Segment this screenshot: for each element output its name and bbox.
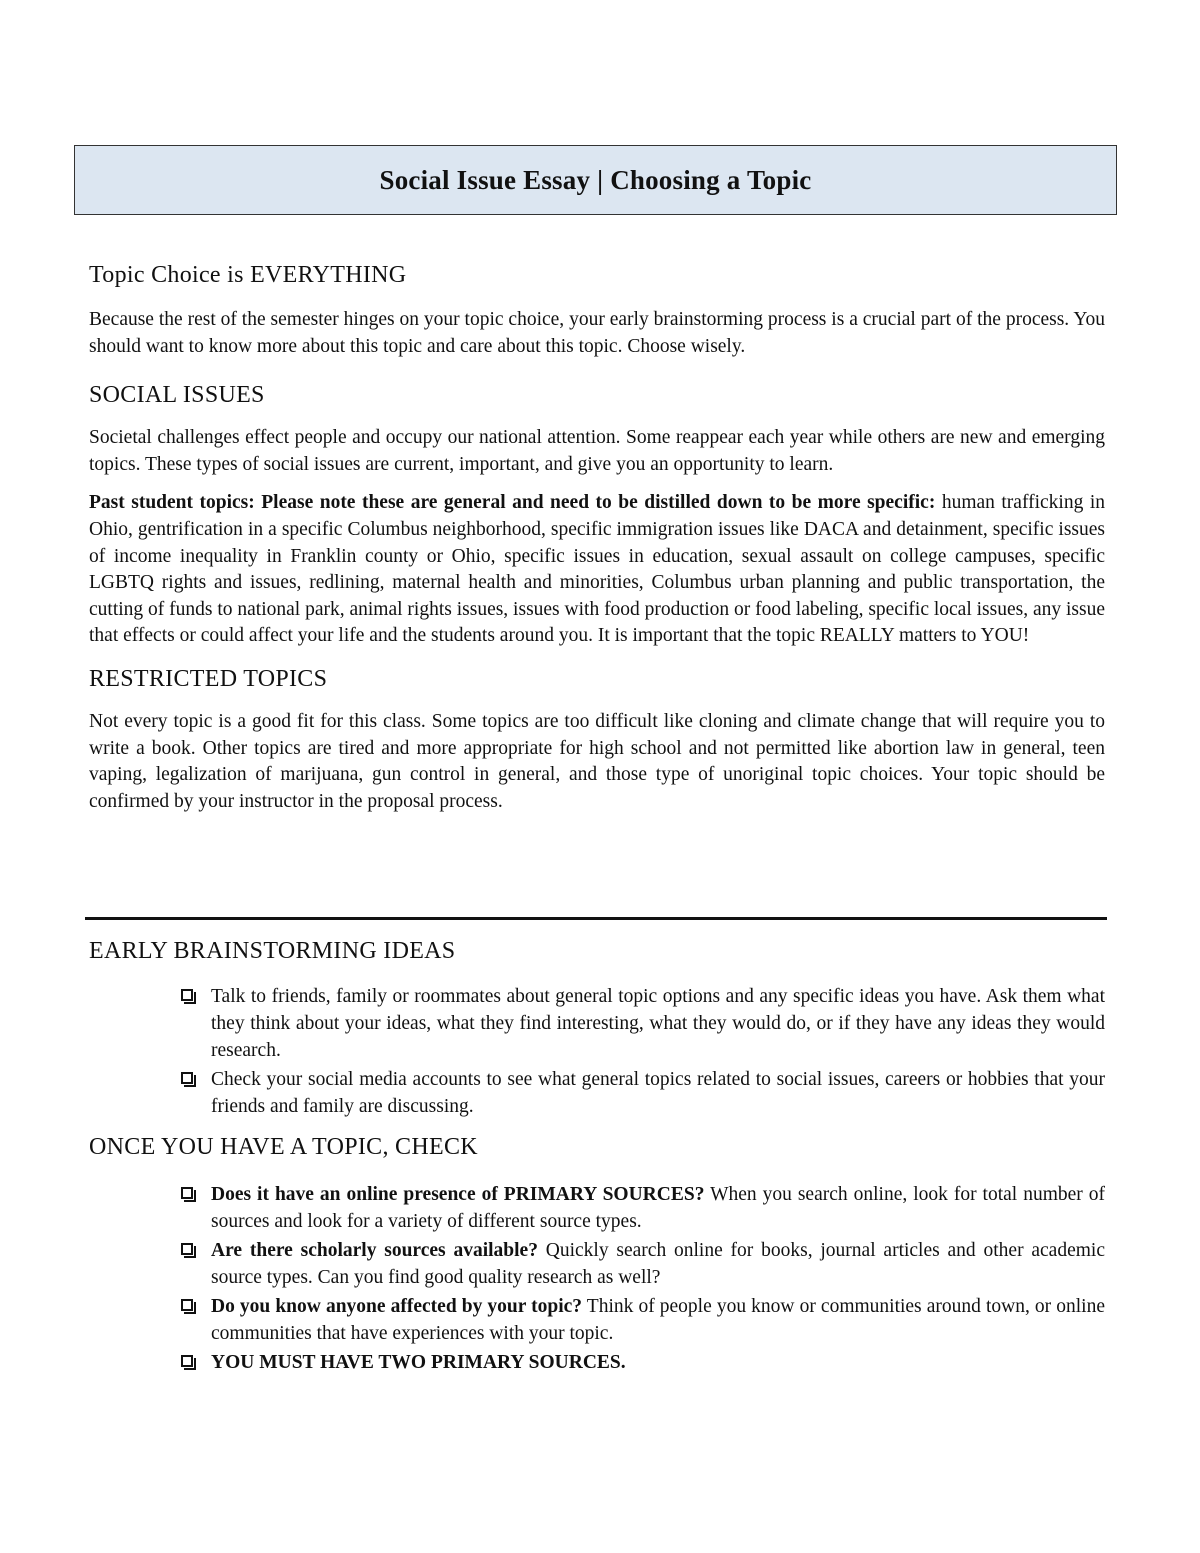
checklist-item-text: When you search online, look for total number of sources and look for a variety of different source types.	[211, 1184, 1105, 1232]
once-topic-heading: ONCE YOU HAVE A TOPIC, CHECK	[89, 1134, 478, 1160]
checklist-item	[181, 1066, 1105, 1120]
past-topics-list: human trafficking in Ohio, gentrification in a specific Columbus neighborhood, specific immigration issues like DACA and detainment, specific issues of income inequality in Franklin county or Ohio, specific issues in education, sexual assault on college campuses, specific LGBTQ rights and issues, redlining, maternal health and minorities, Columbus urban planning and public transportation, the cutting of funds to national park, animal rights issues, issues with food production or food labeling, specific local issues, any issue that effects or could affect your life and the students around you. It is important that the topic REALLY matters to YOU!	[89, 492, 1106, 647]
checkbox-icon	[181, 989, 193, 1001]
once-topic-section	[89, 1134, 1105, 1376]
brainstorming-checklist	[89, 983, 1105, 1120]
main-content	[89, 262, 1105, 815]
past-topics-label: Past student topics: Please note these are general and need to be distilled down to be more specific:	[89, 492, 936, 514]
checklist-item-bold: YOU MUST HAVE TWO PRIMARY SOURCES.	[211, 1352, 626, 1373]
checkbox-icon	[181, 1072, 193, 1084]
checklist-item-text: Talk to friends, family or roommates about general topic options and any specific ideas you have. Ask them what they think about your ideas, what they find interesting, what they would do, or if they have any ideas they would research.	[211, 986, 1105, 1061]
once-topic-checklist	[89, 1181, 1105, 1376]
checklist-item-text: Quickly search online for books, journal articles and other academic source types. Can you find good quality research as well?	[211, 1240, 1105, 1288]
checklist-item-text: Think of people you know or communities around town, or online communities that have experiences with your topic.	[211, 1296, 1105, 1344]
topic-choice-body: Because the rest of the semester hinges on your topic choice, your early brainstorming process is a crucial part of the process. You should want to know more about this topic and care about this topic. Choose wisely.	[89, 309, 1105, 357]
restricted-topics-heading: RESTRICTED TOPICS	[89, 665, 328, 692]
checklist-content	[89, 938, 1105, 1378]
restricted-topics-body: Not every topic is a good fit for this class. Some topics are too difficult like cloning and climate change that will require you to write a book. Other topics are tired and more appropriate for high school and not permitted like abortion law in general, teen vaping, legalization of marijuana, gun control in general, and those type of unoriginal topic choices. Your topic should be confirmed by your instructor in the proposal process.	[89, 710, 1105, 812]
checkbox-icon	[181, 1355, 193, 1367]
social-issues-body: Societal challenges effect people and occupy our national attention. Some reappear each year while others are new and emerging topics. These types of social issues are current, important, and give you an opportunity to learn.	[89, 427, 1105, 475]
title-banner	[74, 145, 1117, 215]
page-title: Social Issue Essay | Choosing a Topic	[379, 164, 812, 195]
topic-choice-section	[89, 262, 1105, 360]
checkbox-icon	[181, 1187, 193, 1199]
social-issues-heading: SOCIAL ISSUES	[89, 382, 265, 409]
restricted-topics-section	[89, 666, 1105, 815]
checkbox-icon	[181, 1243, 193, 1255]
checklist-item-text: Check your social media accounts to see what general topics related to social issues, careers or hobbies that your friends and family are discussing.	[211, 1069, 1105, 1117]
checklist-item-bold: Do you know anyone affected by your topic?	[211, 1296, 583, 1317]
checklist-item	[181, 1293, 1105, 1347]
checklist-item-bold: Does it have an online presence of PRIMARY SOURCES?	[211, 1184, 705, 1205]
checklist-item-bold: Are there scholarly sources available?	[211, 1240, 538, 1261]
topic-choice-heading: Topic Choice is EVERYTHING	[89, 262, 407, 288]
past-topics-paragraph	[89, 490, 1105, 650]
social-issues-section	[89, 382, 1105, 650]
checklist-item	[181, 1237, 1105, 1291]
brainstorming-heading: EARLY BRAINSTORMING IDEAS	[89, 938, 456, 964]
checklist-item	[181, 1181, 1105, 1235]
checkbox-icon	[181, 1299, 193, 1311]
checklist-item	[181, 1349, 1105, 1376]
section-divider	[85, 917, 1107, 920]
brainstorming-section	[89, 938, 1105, 1120]
checklist-item	[181, 983, 1105, 1064]
